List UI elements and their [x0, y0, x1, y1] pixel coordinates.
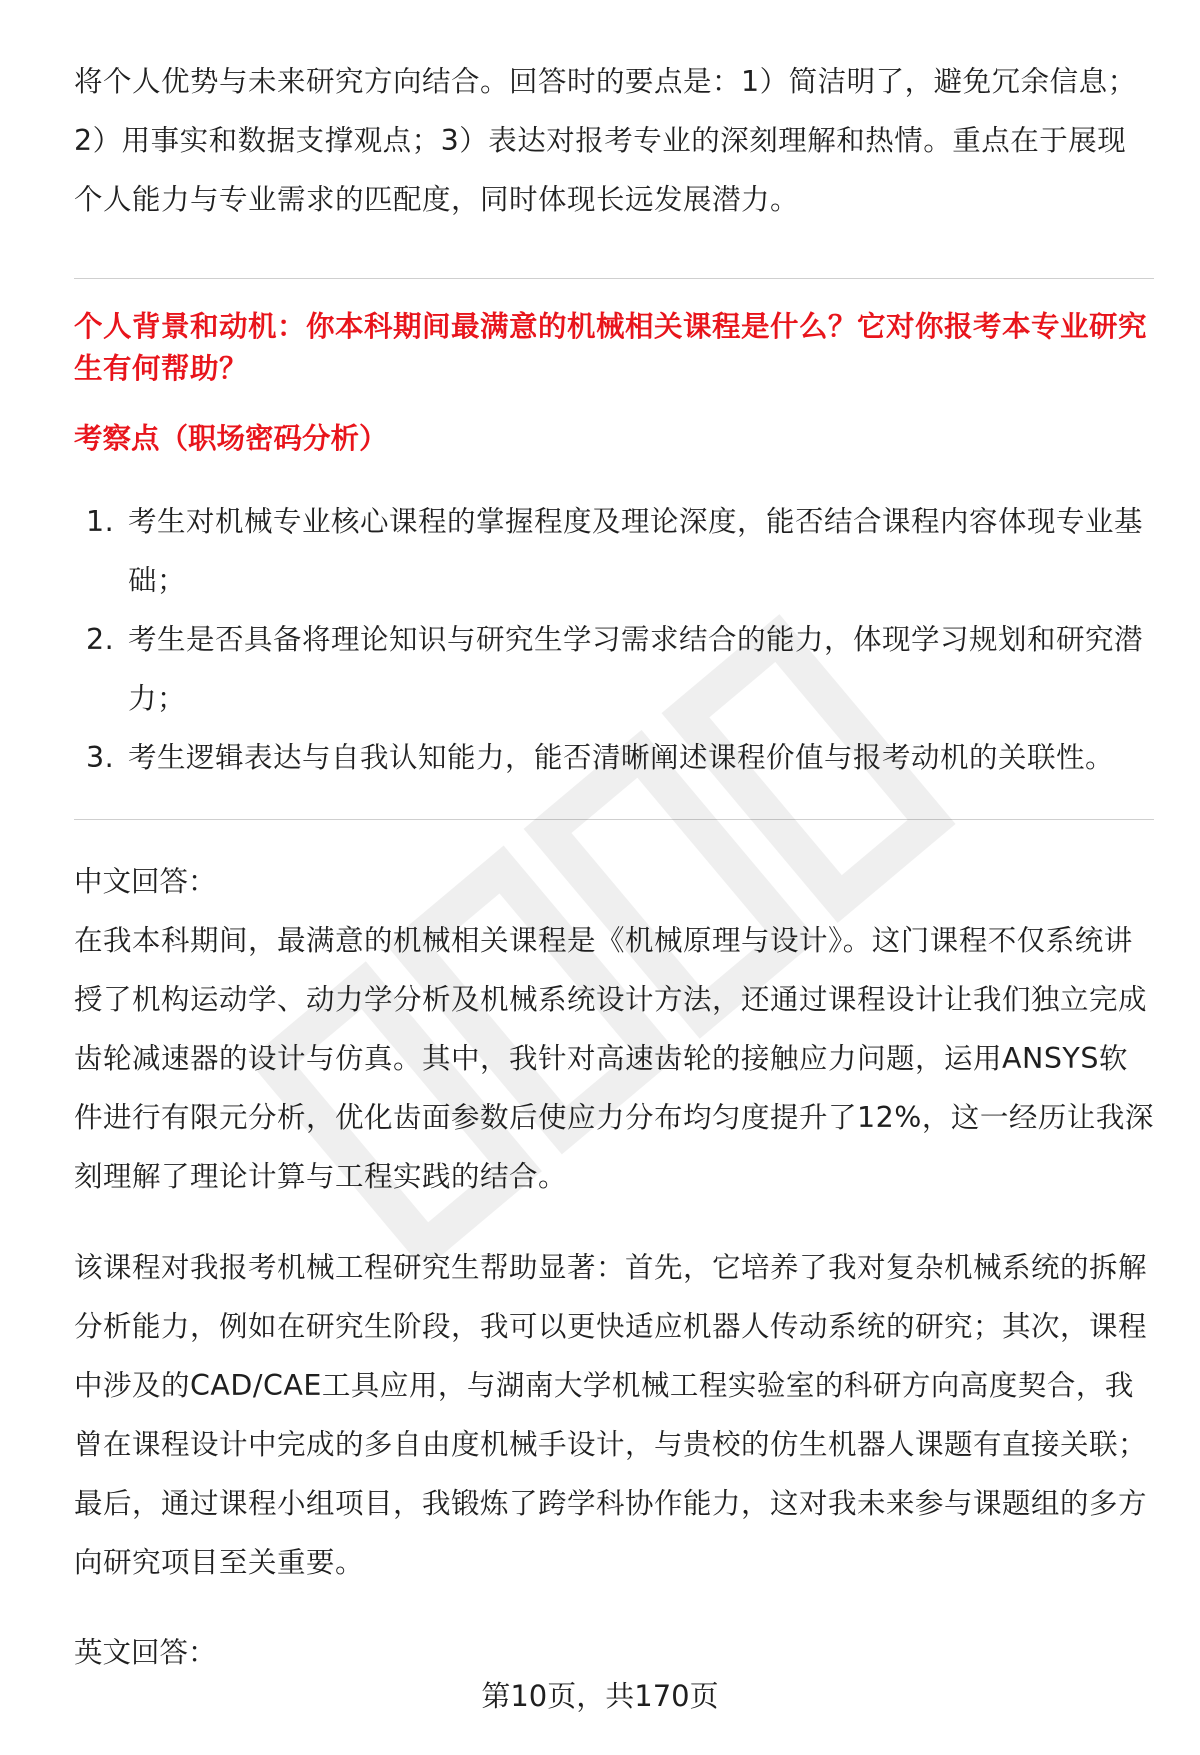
list-number: 1.	[86, 505, 115, 538]
list-item-text: 考生逻辑表达与自我认知能力，能否清晰阐述课程价值与报考动机的关联性。	[128, 741, 1115, 774]
list-number: 3.	[86, 741, 115, 774]
assessment-points-list	[74, 492, 1154, 787]
english-answer-label: 英文回答：	[74, 1636, 217, 1669]
chinese-answer-paragraph-1: 在我本科期间，最满意的机械相关课程是《机械原理与设计》。这门课程不仅系统讲授了机构运动学、动力学分析及机械系统设计方法，还通过课程设计让我们独立完成齿轮减速器的设计与仿真。其中，我针对高速齿轮的接触应力问题，运用ANSYS软件进行有限元分析，优化齿面参数后使应力分布均匀度提升了12%，这一经历让我深刻理解了理论计算与工程实践的结合。	[74, 924, 1154, 1193]
page-footer: 第10页，共170页	[481, 1679, 719, 1713]
list-item	[74, 610, 1154, 728]
divider	[74, 819, 1154, 820]
assessment-points-heading: 考察点（职场密码分析）	[74, 422, 388, 455]
chinese-answer-label: 中文回答：	[74, 865, 217, 898]
question-title: 个人背景和动机：你本科期间最满意的机械相关课程是什么？它对你报考本专业研究生有何帮助？	[74, 310, 1148, 385]
intro-paragraph: 将个人优势与未来研究方向结合。回答时的要点是：1）简洁明了，避免冗余信息；2）用事实和数据支撑观点；3）表达对报考专业的深刻理解和热情。重点在于展现个人能力与专业需求的匹配度，同时体现长远发展潜力。	[74, 65, 1137, 216]
list-item-text: 考生是否具备将理论知识与研究生学习需求结合的能力，体现学习规划和研究潜力；	[128, 623, 1144, 715]
list-number: 2.	[86, 623, 115, 656]
divider	[74, 278, 1154, 279]
chinese-answer-paragraph-2: 该课程对我报考机械工程研究生帮助显著：首先，它培养了我对复杂机械系统的拆解分析能力，例如在研究生阶段，我可以更快适应机器人传动系统的研究；其次，课程中涉及的CAD/CAE工具应用，与湖南大学机械工程实验室的科研方向高度契合，我曾在课程设计中完成的多自由度机械手设计，与贵校的仿生机器人课题有直接关联；最后，通过课程小组项目，我锻炼了跨学科协作能力，这对我未来参与课题组的多方向研究项目至关重要。	[74, 1251, 1148, 1579]
list-item	[74, 492, 1154, 610]
list-item	[74, 728, 1154, 787]
list-item-text: 考生对机械专业核心课程的掌握程度及理论深度，能否结合课程内容体现专业基础；	[128, 505, 1144, 597]
